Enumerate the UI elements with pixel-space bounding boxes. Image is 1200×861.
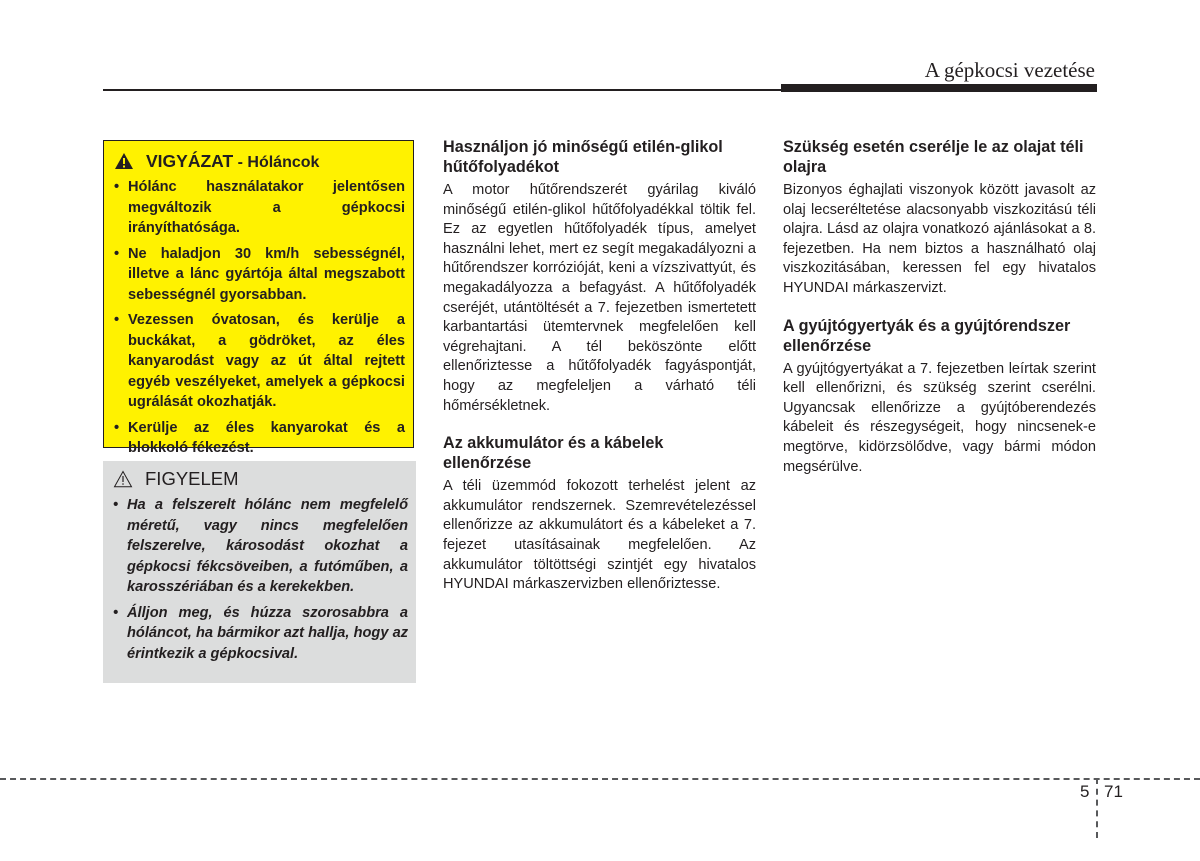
section-title: Használjon jó minőségű etilén-glikol hűtőfolyadékot [443,138,723,176]
warning-item: • Vezessen óvatosan, és kerülje a buckákat, a gödröket, az éles kanyarodást vagy az út által rejtett egyéb veszélyeket, amelyek a gépkocsi ugrálását okozhatják. [114,310,405,413]
warning-item: • Ne haladjon 30 km/h sebességnél, illetve a lánc gyártója által megszabott sebességnél gyorsabban. [114,244,405,306]
section-body: Bizonyos éghajlati viszonyok között javasolt az olaj lecseréltetése alacsonyabb viszkozitású téli olajra. Lásd az olajra vonatkozó ajánlásokat a 8. fejezetben. Ha nem biztos a használható olaj viszkozitásában, keressen fel egy hivatalos HYUNDAI márkaszervizt. [783,182,1096,296]
warning-item: • Hólánc használatakor jelentősen megváltozik a gépkocsi irányíthatósága. [114,177,405,239]
middle-column [443,137,756,612]
warning-box-header [114,149,405,173]
header-rule [103,89,781,91]
caution-list [113,495,408,664]
header-rule-thick [781,84,1097,92]
warning-list [114,177,405,459]
caution-box-title: FIGYELEM [145,468,239,489]
footer-dashed-rule [0,778,1200,780]
warning-box [103,140,414,456]
section-title: A gyújtógyertyák és a gyújtórendszer ellenőrzése [783,316,1071,355]
section-title: Szükség esetén cserélje le az olajat téli olajra [783,138,1084,176]
chapter-number: 5 [1080,782,1090,801]
caution-item: • Ha a felszerelt hólánc nem megfelelő méretű, vagy nincs megfelelően felszerelve, károsodást okozhat a gépkocsi fékcsöveiben, a futóműben, a karosszériában és a kerekekben. [113,495,408,598]
footer-dashed-divider [1096,778,1098,838]
warning-box-title: VIGYÁZAT - Hóláncok [146,150,320,171]
caution-item: • Álljon meg, és húzza szorosabbra a hóláncot, ha bármikor azt hallja, hogy az érintkezik a gépkocsival. [113,603,408,665]
caution-box [103,461,416,683]
caution-box-header [113,467,408,491]
section-title: Az akkumulátor és a kábelek ellenőrzése [443,434,664,473]
section-body: A gyújtógyertyákat a 7. fejezetben leírtak szerint kell ellenőrizni, és szükség szerint cserélni. Ugyancsak ellenőrizze a gyújtóberendezés kábeleit és részegységeit, hogy nincsenek-e megtörve, kidörzsölődve, vagy bármi módon megsérülve. [783,360,1096,475]
caution-triangle-icon [113,470,133,488]
warning-triangle-icon [114,152,134,170]
section-body: A motor hűtőrendszerét gyárilag kiváló minőségű etilén-glikol hűtőfolyadékkal töltik fel. Ez az egyetlen hűtőfolyadék típus, amelyet használni lehet, mert ez segít megakadályozni a hűtőrendszer korrózióját, keni a vízszivattyút, és megakadályozza a befagyást. A hűtőfolyadék cseréjét, utántöltését a 7. fejezetben ismertetett karbantartási ütemtervnek megfelelően kell végrehajtani. A tél beköszönte előtt ellenőriztesse a hűtőfolyadék fagyáspontját, hogy az megfeleljen a várható téli hőmérsékletnek. [443,182,756,414]
page-number: 71 [1104,782,1123,801]
right-column [783,137,1096,494]
warning-item: • Kerülje az éles kanyarokat és a blokkoló fékezést. [114,418,405,459]
page-header-title: A gépkocsi vezetése [924,58,1095,82]
section-body: A téli üzemmód fokozott terhelést jelent az akkumulátor rendszernek. Szemrevételezéssel ellenőrizze az akkumulátort és a kábeleket a 7. fejezet utasításainak megfelelően. Az akkumulátor töltöttségi szintjét egy hivatalos HYUNDAI márkaszervizben ellenőriztesse. [443,478,756,593]
